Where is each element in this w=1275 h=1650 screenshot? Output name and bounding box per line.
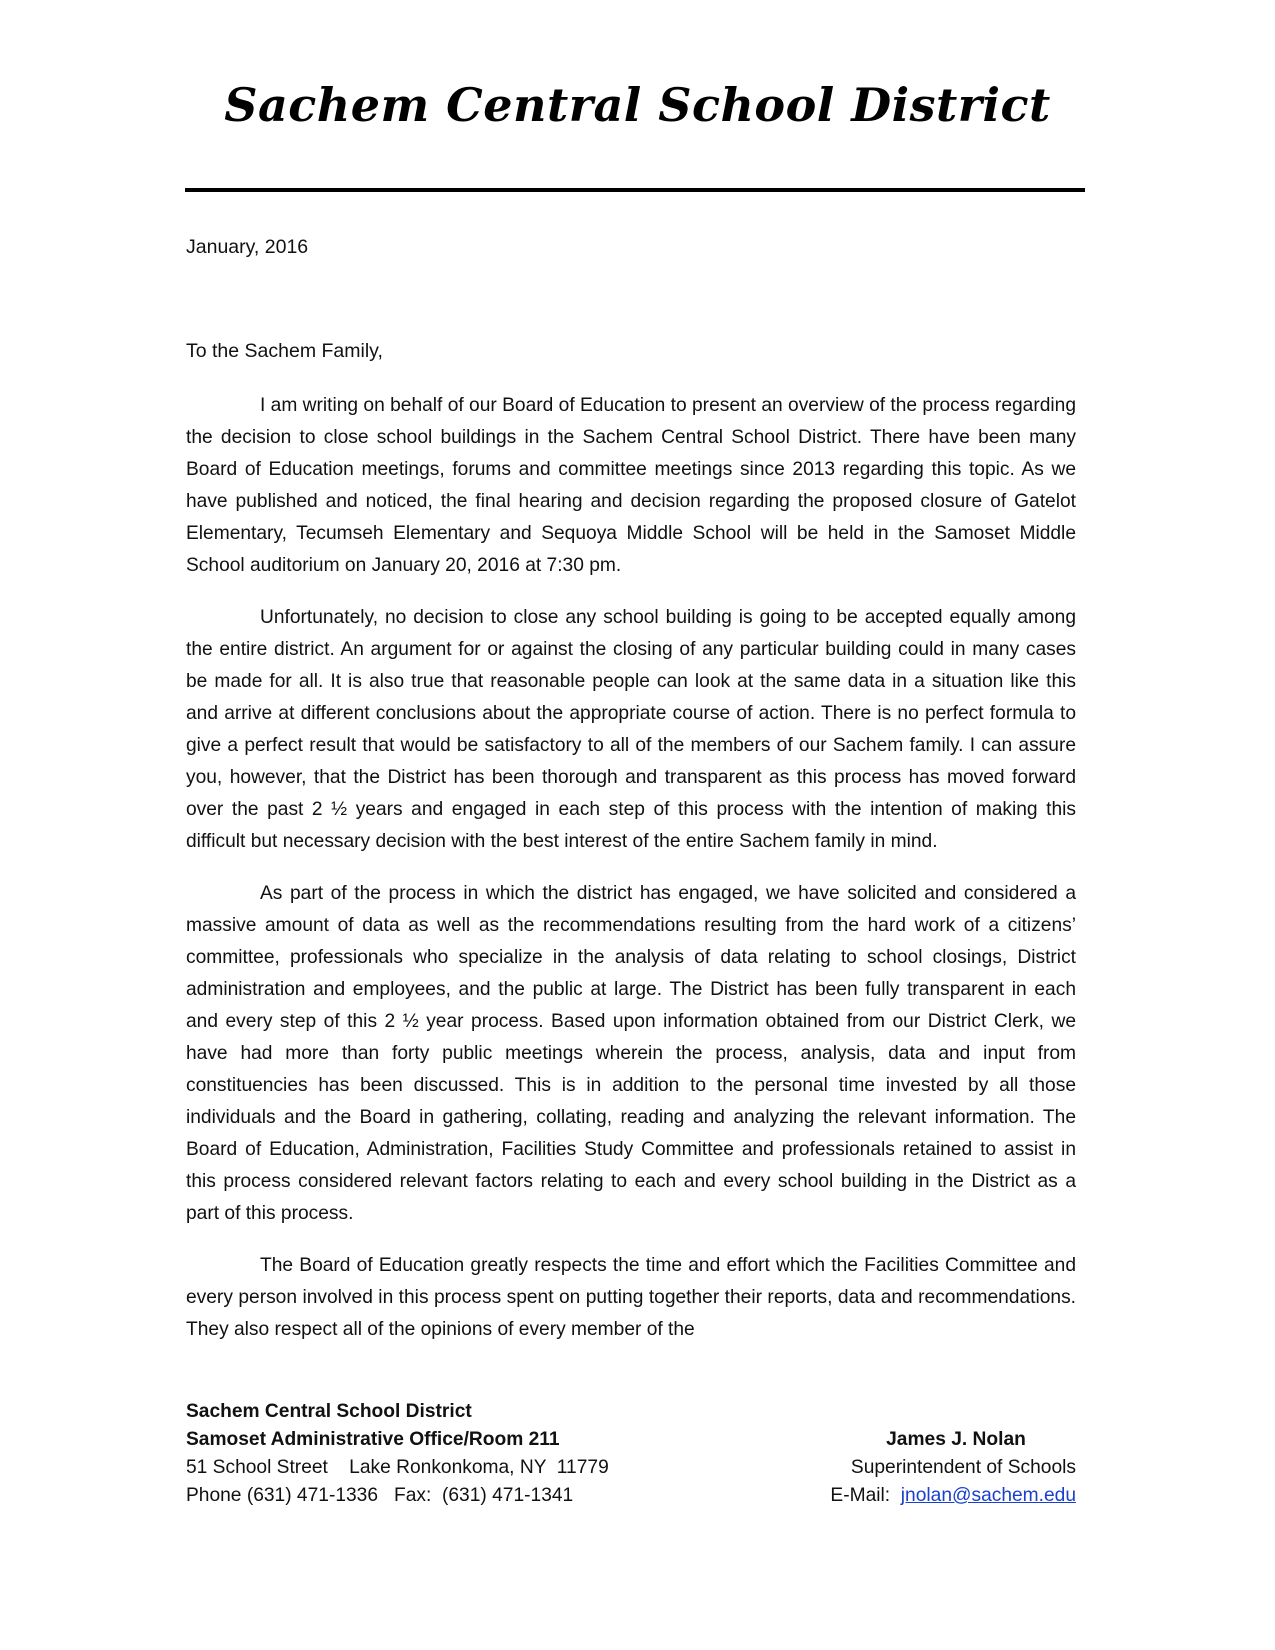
- letter-body: [186, 390, 1076, 1366]
- district-contact-block: [186, 1398, 746, 1510]
- footer-org-name: Sachem Central School District: [186, 1401, 472, 1422]
- email-link[interactable]: jnolan@sachem.edu: [900, 1485, 1076, 1506]
- body-paragraph: The Board of Education greatly respects the time and effort which the Facilities Committee and every person involved in this process spent on putting together their reports, data and recommendations. They also respect all of the opinions of every member of the: [186, 1255, 1076, 1340]
- superintendent-block: [756, 1426, 1076, 1510]
- email-label: E-Mail:: [830, 1485, 901, 1506]
- letter-date: January, 2016: [186, 236, 309, 258]
- body-paragraph: I am writing on behalf of our Board of Education to present an overview of the process regarding the decision to close school buildings in the Sachem Central School District. There have been many Board of Education meetings, forums and committee meetings since 2013 regarding this topic. As we have published and noticed, the final hearing and decision regarding the proposed closure of Gatelot Elementary, Tecumseh Elementary and Sequoya Middle School will be held in the Samoset Middle School auditorium on January 20, 2016 at 7:30 pm.: [186, 395, 1076, 576]
- footer-address: 51 School Street Lake Ronkonkoma, NY 11779: [186, 1457, 609, 1478]
- superintendent-email-line: [756, 1482, 1076, 1510]
- letter-salutation: To the Sachem Family,: [186, 340, 383, 362]
- letterhead-title: Sachem Central School District: [224, 78, 1051, 132]
- superintendent-name: James J. Nolan: [886, 1429, 1026, 1450]
- footer-office: Samoset Administrative Office/Room 211: [186, 1429, 560, 1450]
- header-divider: [185, 188, 1085, 192]
- footer-phone-fax: Phone (631) 471-1336 Fax: (631) 471-1341: [186, 1485, 574, 1506]
- body-paragraph: Unfortunately, no decision to close any school building is going to be accepted equally among the entire district. An argument for or against the closing of any particular building could in many cases be made for all. It is also true that reasonable people can look at the same data in a situation like this and arrive at different conclusions about the appropriate course of action. There is no perfect formula to give a perfect result that would be satisfactory to all of the members of our Sachem family. I can assure you, however, that the District has been thorough and transparent as this process has moved forward over the past 2 ½ years and engaged in each step of this process with the intention of making this difficult but necessary decision with the best interest of the entire Sachem family in mind.: [186, 607, 1076, 852]
- superintendent-title: Superintendent of Schools: [850, 1457, 1076, 1478]
- body-paragraph: As part of the process in which the district has engaged, we have solicited and considered a massive amount of data as well as the recommendations resulting from the hard work of a citizens’ committee, professionals who specialize in the analysis of data relating to school closings, District administration and employees, and the public at large. The District has been fully transparent in each and every step of this 2 ½ year process. Based upon information obtained from our District Clerk, we have had more than forty public meetings wherein the process, analysis, data and input from constituencies has been discussed. This is in addition to the personal time invested by all those individuals and the Board in gathering, collating, reading and analyzing the relevant information. The Board of Education, Administration, Facilities Study Committee and professionals retained to assist in this process considered relevant factors relating to each and every school building in the District as a part of this process.: [186, 883, 1076, 1224]
